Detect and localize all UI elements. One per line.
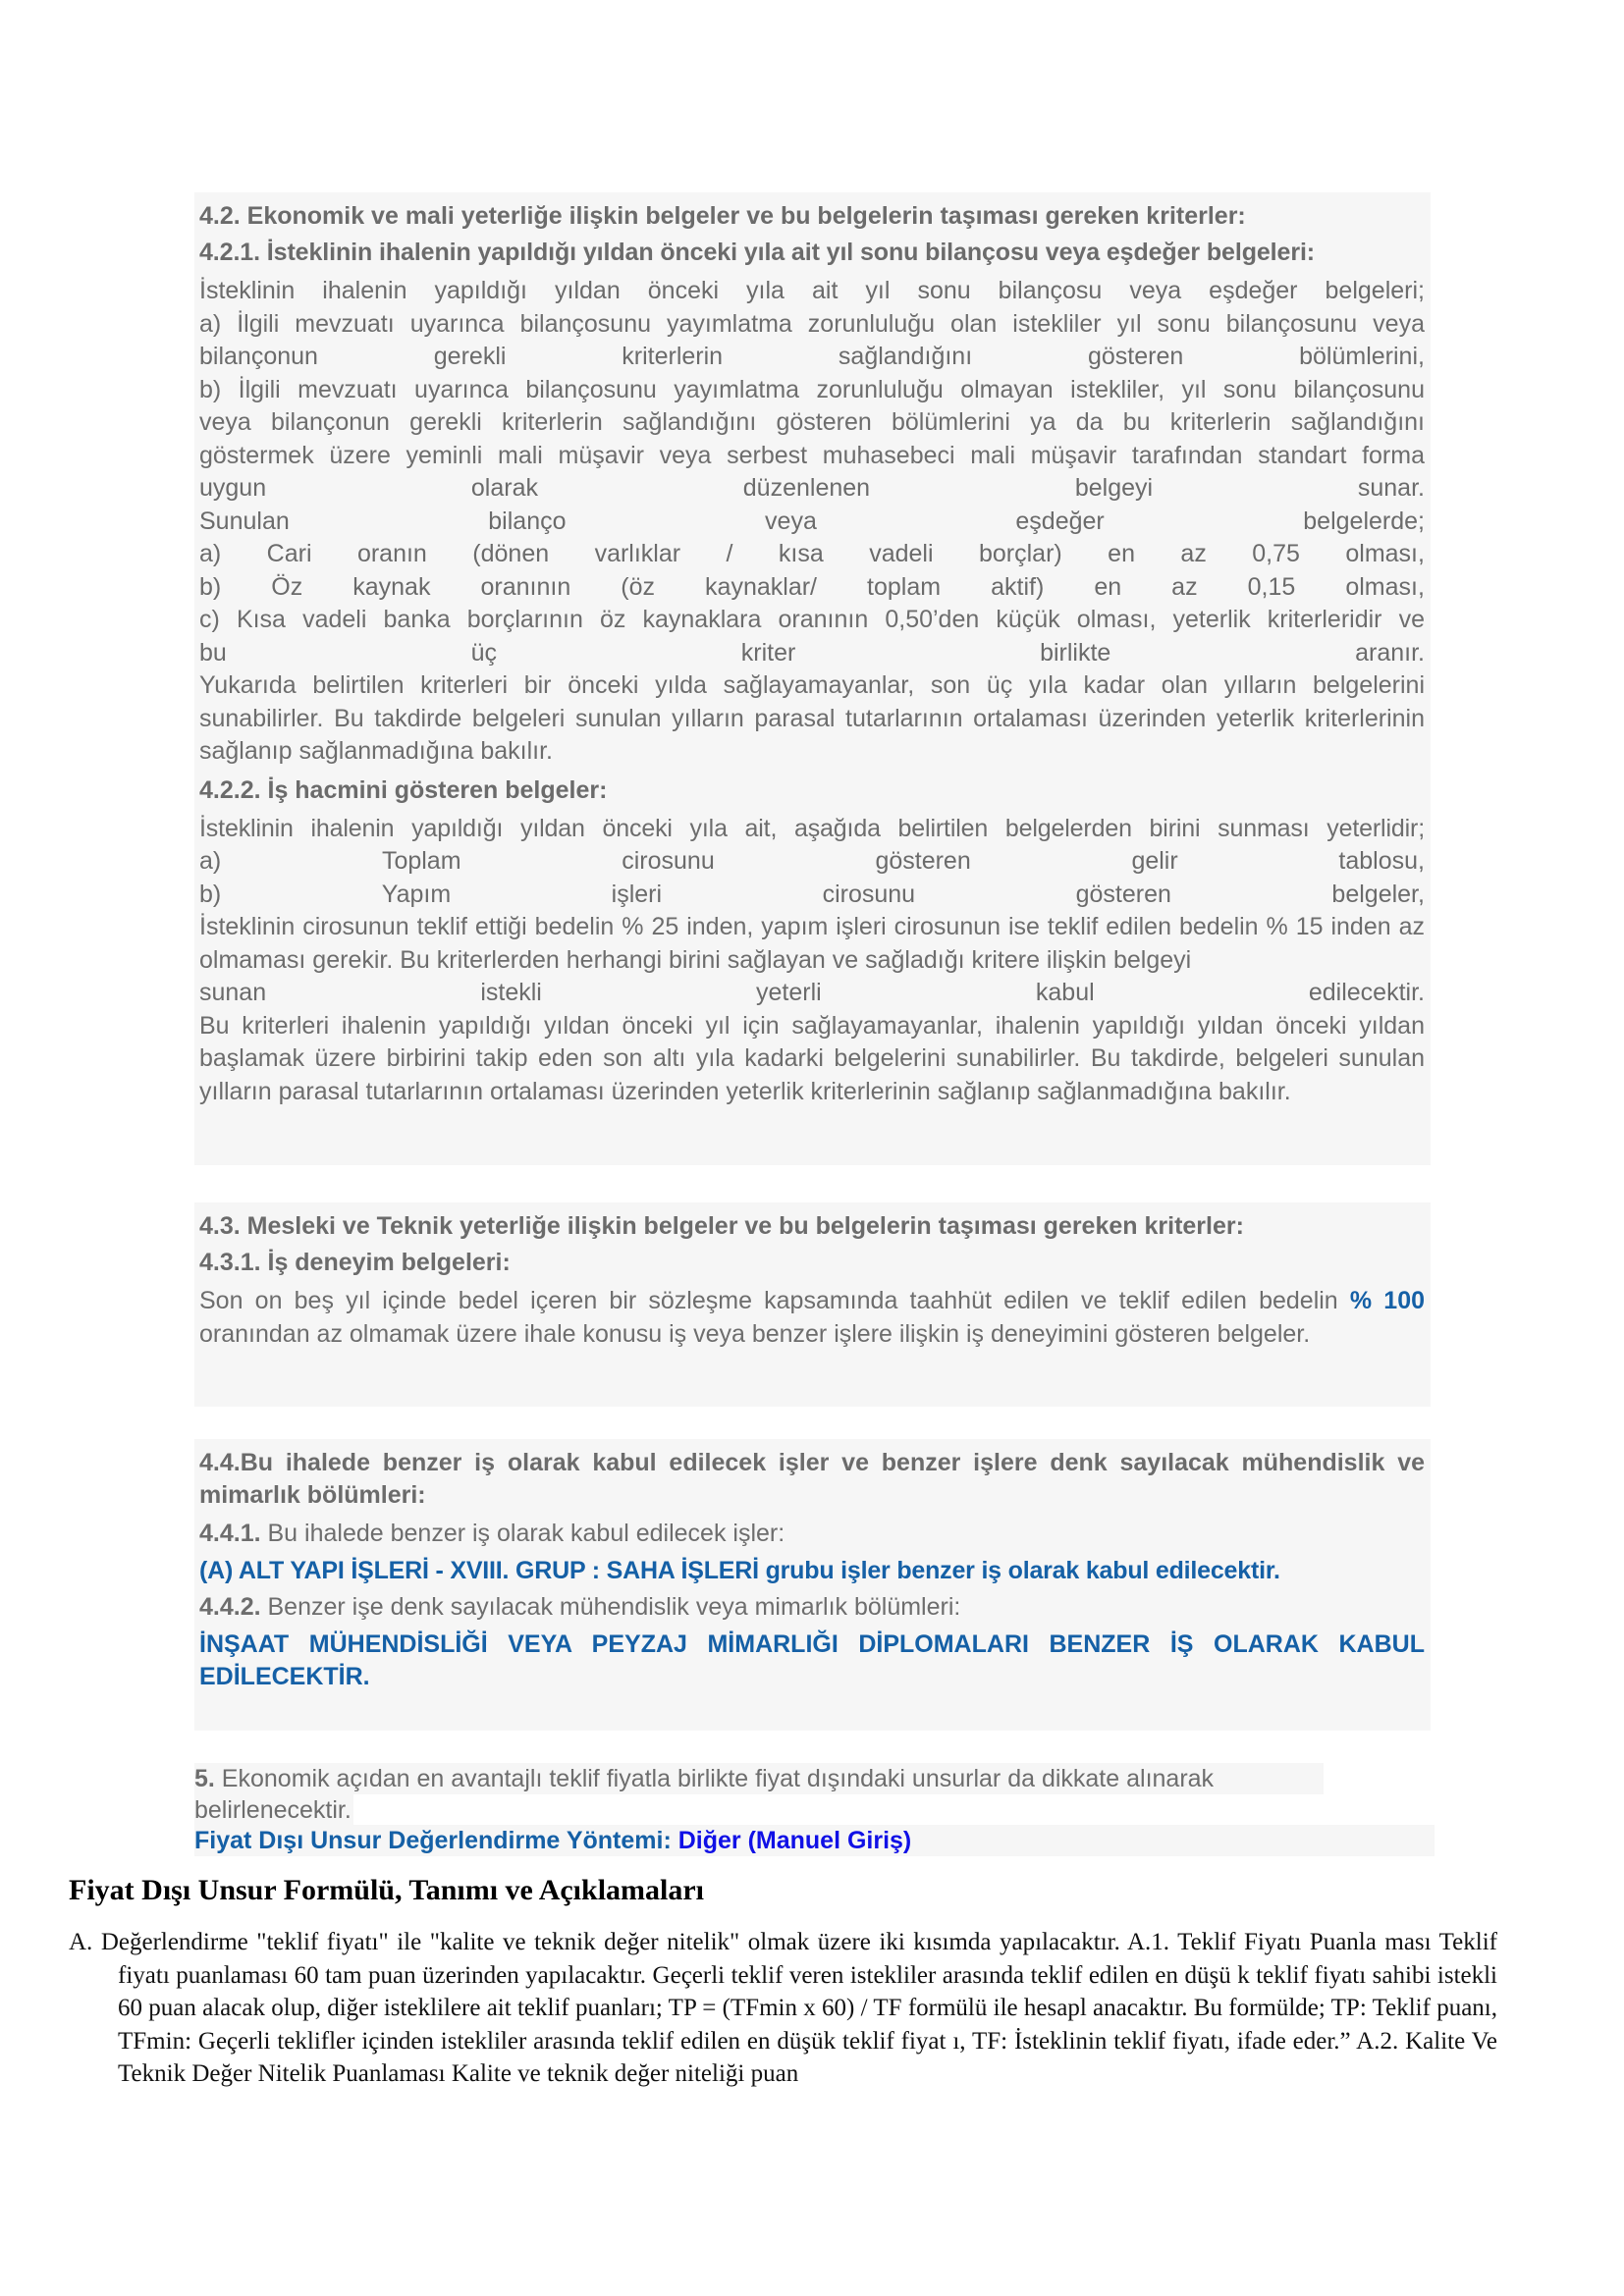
word: veya bbox=[765, 507, 817, 535]
word: olarak bbox=[470, 474, 538, 502]
word: az bbox=[1180, 540, 1207, 567]
section-4-3 bbox=[194, 1202, 1431, 1407]
evaluation-method-line bbox=[194, 1825, 1435, 1856]
word: Cari bbox=[266, 540, 312, 567]
justified-line bbox=[199, 879, 1425, 912]
word: Sunulan bbox=[199, 507, 290, 535]
text-line: İsteklinin ihalenin yapıldığı yıldan önceki yıla ait yıl sonu bilançosu veya eşdeğer belgeleri; bbox=[199, 277, 1425, 304]
word: vadeli bbox=[869, 540, 934, 567]
paragraph: Yukarıda belirtilen kriterleri bir önceki yılda sağlayamayanlar, son üç yıla kadar olan yılların belgelerini sunabilirler. Bu takdirde belgeleri sunulan yılların parasal tutarlarının ortalaması üzerinden yeterlik kriterlerinin sağlanıp sağlanmadığına bakılır. bbox=[199, 671, 1425, 765]
word: cirosunu bbox=[822, 880, 916, 908]
word: Öz bbox=[271, 572, 303, 601]
word: bilanço bbox=[488, 507, 567, 535]
section-4-2-2-title: 4.2.2. İş hacmini gösteren belgeler: bbox=[199, 775, 608, 804]
word: b) bbox=[199, 572, 222, 601]
word: gerekli bbox=[433, 343, 507, 370]
word: kriterlerin bbox=[622, 343, 724, 370]
word: borçlar) bbox=[978, 540, 1062, 567]
word: uygun bbox=[199, 474, 267, 502]
word: kriter bbox=[740, 638, 796, 667]
word: a) bbox=[199, 847, 222, 875]
word: üç bbox=[470, 638, 497, 667]
evaluation-method-label: Fiyat Dışı Unsur Değerlendirme Yöntemi: bbox=[194, 1827, 678, 1854]
word: b) bbox=[199, 880, 222, 908]
section-4-2-title: 4.2. Ekonomik ve mali yeterliğe ilişkin belgeler ve bu belgelerin taşıması gereken kriterler: bbox=[199, 202, 1246, 230]
section-4-3-1-title: 4.3.1. İş deneyim belgeleri: bbox=[199, 1249, 511, 1276]
word: işleri bbox=[611, 880, 663, 908]
formula-body: A. Değerlendirme "teklif fiyatı" ile "kalite ve teknik değer nitelik" olmak üzere iki kısımda yapılacaktır. A.1. Teklif Fiyatı Puanla ması Teklif fiyatı puanlaması 60 tam puan üzerinden yapılacaktır. Geçerli teklif veren istekliler arasında teklif edilen en düşü k teklif fiyatı sahibi istekli 60 puan alacak olup, diğer isteklilere ait teklif puanları; TP = (TFmin x 60) / TF formülü ile hesapl anacaktır. Bu formülde; TP: Teklif puanı, TFmin: Geçerli teklifler içinden istekliler arasında teklif edilen en düşük teklif fiyat ı, TF: İsteklinin teklif fiyatı, ifade eder.” A.2. Kalite Ve Teknik Değer Nitelik Puanlaması Kalite ve teknik değer niteliği puan bbox=[69, 1929, 1497, 2087]
word: birlikte bbox=[1040, 638, 1111, 667]
word: bölümlerini, bbox=[1299, 343, 1425, 370]
text-line: göstermek üzere yeminli mali müşavir veya serbest muhasebeci mali müşavir tarafından standart forma bbox=[199, 441, 1425, 469]
word: tablosu, bbox=[1338, 847, 1425, 875]
word: kaynaklar/ bbox=[705, 572, 817, 601]
word: edilecektir. bbox=[1308, 979, 1425, 1006]
section-4-3-title: 4.3. Mesleki ve Teknik yeterliğe ilişkin belgeler ve bu belgelerin taşıması gereken kriterler: bbox=[199, 1212, 1244, 1240]
word: az bbox=[1171, 572, 1198, 601]
word: / bbox=[726, 540, 733, 567]
word: varlıklar bbox=[594, 540, 681, 567]
section-4-2-1-title: 4.2.1. İsteklinin ihalenin yapıldığı yıldan önceki yıla ait yıl sonu bilançosu veya eşdeğer belgeleri: bbox=[199, 239, 1316, 266]
word: eşdeğer bbox=[1015, 507, 1105, 535]
word: Toplam bbox=[381, 847, 461, 875]
word: kaynak bbox=[352, 572, 431, 601]
word: belgelerde; bbox=[1303, 507, 1425, 535]
word: cirosunu bbox=[622, 847, 715, 875]
paragraph: İsteklinin cirosunun teklif ettiği bedelin % 25 inden, yapım işleri cirosunun ise teklif edilen bedelin % 15 inden az olmaması gerekir. Bu kriterlerden herhangi birini sağlayan ve sağladığı kritere ilişkin belgeyi bbox=[199, 913, 1425, 974]
word: belgeyi bbox=[1074, 474, 1154, 502]
word: kısa bbox=[778, 540, 824, 567]
word: oranının bbox=[480, 572, 571, 601]
word: gösteren bbox=[1075, 880, 1171, 908]
word: sağlandığını bbox=[838, 343, 973, 370]
word: 0,15 bbox=[1247, 572, 1296, 601]
text-line: a) İlgili mevzuatı uyarınca bilançosunu yayımlatma zorunluluğu olan istekliler yıl sonu bilançosunu veya bbox=[199, 309, 1425, 338]
word: (dönen bbox=[472, 540, 550, 567]
word: yeterli bbox=[756, 979, 822, 1006]
word: toplam bbox=[867, 572, 942, 601]
word: olması, bbox=[1345, 540, 1425, 567]
justified-line bbox=[199, 637, 1425, 670]
section-4-2 bbox=[194, 192, 1431, 1165]
section-5 bbox=[194, 1763, 1324, 1826]
text-line: b) İlgili mevzuatı uyarınca bilançosunu yayımlatma zorunluluğu olmayan istekliler, yıl sonu bilançosunu bbox=[199, 375, 1425, 403]
word: aranır. bbox=[1355, 638, 1425, 667]
word: istekli bbox=[480, 979, 542, 1006]
word: Yapım bbox=[381, 880, 452, 908]
word: olması, bbox=[1345, 572, 1425, 601]
word: 0,75 bbox=[1252, 540, 1300, 567]
text-line: veya bilançonun gerekli kriterlerin sağlandığını gösteren bölümlerini ya da bu kriterlerin sağlandığını bbox=[199, 408, 1425, 436]
section-4-4-title: 4.4.Bu ihalede benzer iş olarak kabul edilecek işler ve benzer işlere denk sayılacak mühendislik ve mimarlık bölümleri: bbox=[199, 1449, 1425, 1509]
word: en bbox=[1108, 540, 1135, 567]
text-line: c) Kısa vadeli banka borçlarının öz kaynaklara oranının 0,50’den küçük olması, yeterlik kriterleridir ve bbox=[199, 606, 1425, 633]
section-5-line: belirlenecektir. bbox=[194, 1796, 352, 1824]
word: sunar. bbox=[1357, 474, 1425, 502]
word: gelir bbox=[1131, 847, 1178, 875]
justified-line bbox=[199, 538, 1425, 571]
text-line: İsteklinin ihalenin yapıldığı yıldan önceki yıla ait, aşağıda belirtilen belgelerden birini sunması yeterlidir; bbox=[199, 814, 1425, 842]
word: oranın bbox=[356, 540, 427, 567]
justified-line bbox=[199, 506, 1425, 539]
justified-line bbox=[199, 977, 1425, 1010]
evaluation-method-value: Diğer (Manuel Giriş) bbox=[677, 1827, 912, 1854]
word: düzenlenen bbox=[742, 474, 871, 502]
paragraph: Bu kriterleri ihalenin yapıldığı yıldan önceki yıl için sağlayamayanlar, ihalenin yapıldığı yıldan önceki yıldan başlamak üzere birbirini takip eden son altı yıla kadarki belgelerini sunabilirler. Bu takdirde, belgeleri sunulan yılların parasal tutarlarının ortalaması üzerinden yeterlik kriterlerinin sağlanıp sağlanmadığına bakılır. bbox=[199, 1011, 1425, 1105]
word: bilançonun bbox=[199, 343, 318, 370]
word: bu bbox=[199, 638, 227, 667]
equivalent-departments-text: İNŞAAT MÜHENDİSLİĞİ VEYA PEYZAJ MİMARLIĞI DİPLOMALARI BENZER İŞ OLARAK KABUL EDİLECEKTİR. bbox=[199, 1629, 1425, 1690]
word: gösteren bbox=[1087, 343, 1184, 370]
word: sunan bbox=[199, 979, 267, 1006]
section-4-4-2-line: 4.4.2. Benzer işe denk sayılacak mühendislik veya mimarlık bölümleri: bbox=[199, 1593, 961, 1621]
justified-line bbox=[199, 571, 1425, 605]
justified-line bbox=[199, 845, 1425, 879]
word: belgeler, bbox=[1331, 880, 1425, 908]
word: aktif) bbox=[991, 572, 1045, 601]
word: gösteren bbox=[875, 847, 971, 875]
word: a) bbox=[199, 540, 222, 567]
justified-line bbox=[199, 472, 1425, 506]
word: kabul bbox=[1035, 979, 1095, 1006]
section-4-4-1-line: 4.4.1. Bu ihalede benzer iş olarak kabul edilecek işler: bbox=[199, 1520, 785, 1547]
formula-title: Fiyat Dışı Unsur Formülü, Tanımı ve Açıklamaları bbox=[69, 1874, 705, 1906]
word: (öz bbox=[621, 572, 656, 601]
similar-work-text: (A) ALT YAPI İŞLERİ - XVIII. GRUP : SAHA İŞLERİ grubu işler benzer iş olarak kabul edilecektir. bbox=[199, 1556, 1280, 1584]
section-4-4 bbox=[194, 1439, 1431, 1731]
section-5-line: 5. Ekonomik açıdan en avantajlı teklif fiyatla birlikte fiyat dışındaki unsurlar da dikkate alınarak bbox=[194, 1763, 1324, 1794]
justified-line bbox=[199, 341, 1425, 374]
experience-paragraph: Son on beş yıl içinde bedel içeren bir sözleşme kapsamında taahhüt edilen ve teklif edilen bedelin % 100 oranından az olmamak üzere ihale konusu iş veya benzer işlere ilişkin iş deneyimini gösteren belgeler. bbox=[199, 1287, 1426, 1348]
word: en bbox=[1094, 572, 1122, 601]
experience-percent: % 100 bbox=[1349, 1287, 1426, 1314]
